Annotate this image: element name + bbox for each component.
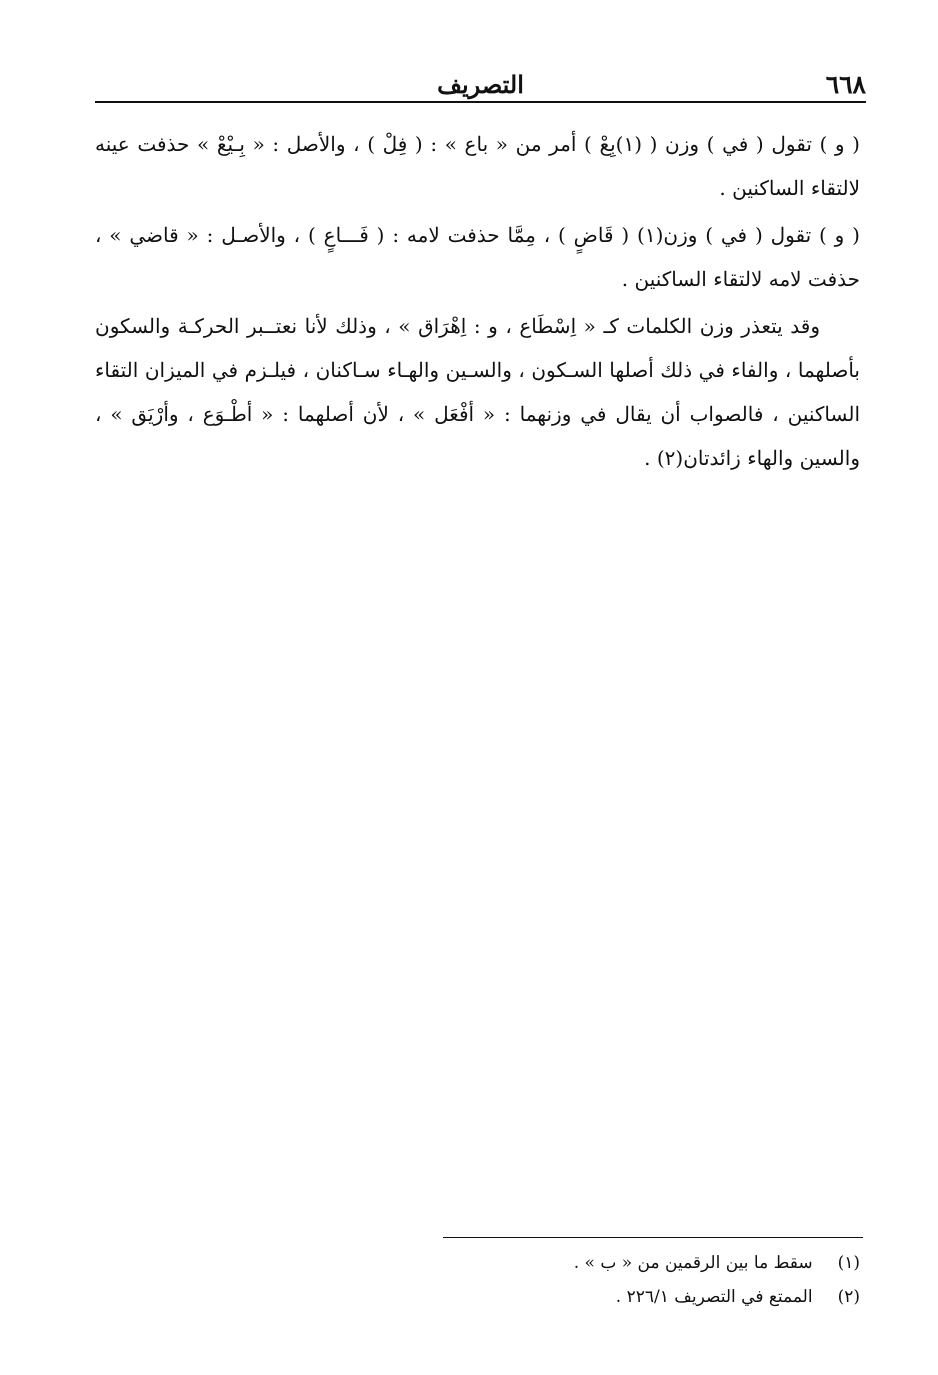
page-header [95, 66, 866, 100]
page-number: ٦٦٨ [825, 70, 866, 99]
footnote-number: (٢) [837, 1287, 860, 1307]
paragraph-1: ( و ) تقول ( في ) وزن ( (١)بِعْ ) أمر من « باع » : ( فِلْ ) ، والأصل : « بِـيْعْ » حذفت عينه لالتقاء الساكنين . [95, 132, 860, 200]
footnotes [420, 1246, 860, 1314]
footnote-text: سقط ما بين الرقمين من « ب » . [573, 1253, 813, 1273]
footnote-rule [443, 1237, 863, 1238]
paragraph-2: ( و ) تقول ( في ) وزن(١) ( قَاضٍ ) ، مِمَّا حذفت لامه : ( فَـــاعٍ ) ، والأصـل : « قاضي » ، حذفت لامه لالتقاء الساكنين . [95, 223, 860, 291]
footnote-number: (١) [837, 1253, 860, 1273]
paragraph-3: وقد يتعذر وزن الكلمات كـ « اِسْطَاع ، و : اِهْرَاق » ، وذلك لأنا نعتــبر الحركـة والسكون بأصلهما ، والفاء في ذلك أصلها السـكون ، والسـين والهـاء سـاكنان ، فيلـزم في الميزان التقاء الساكنين ، فالصواب أن يقال في وزنهما : « أفْعَل » ، لأن أصلهما : « أطْـوَع ، وأرْيَق » ، والسين والهاء زائدتان(٢) . [95, 314, 860, 470]
footnote-1 [420, 1246, 860, 1280]
running-title: التصريف [437, 70, 524, 99]
main-text [95, 122, 860, 483]
header-rule [95, 101, 866, 103]
footnote-2 [420, 1280, 860, 1314]
footnote-text: الممتع في التصريف ٢٢٦/١ . [615, 1287, 813, 1307]
